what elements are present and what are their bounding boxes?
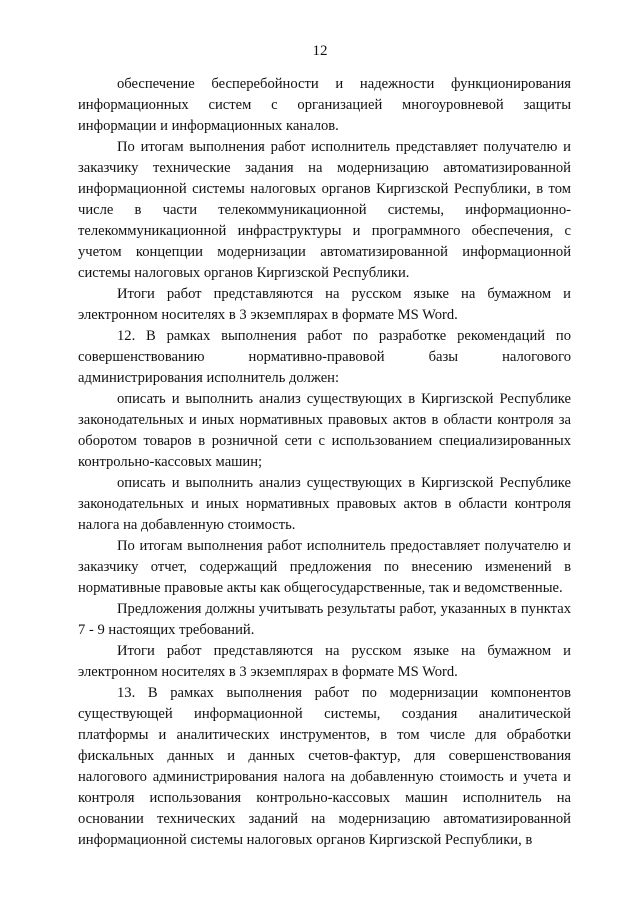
document-body bbox=[78, 74, 571, 851]
paragraph-8: Предложения должны учитывать результаты работ, указанных в пунктах 7 - 9 настоящих требований. bbox=[78, 601, 571, 638]
paragraph-4: 12. В рамках выполнения работ по разработке рекомендаций по совершенствованию нормативно-правовой базы налогового администрирования исполнитель должен: bbox=[78, 328, 571, 386]
paragraph-7: По итогам выполнения работ исполнитель предоставляет получателю и заказчику отчет, содержащий предложения по внесению изменений в нормативные правовые акты как общегосударственные, так и ведомственные. bbox=[78, 538, 571, 596]
page-number: 12 bbox=[312, 43, 328, 59]
paragraph-6: описать и выполнить анализ существующих в Киргизской Республике законодательных и иных нормативных правовых актов в области контроля налога на добавленную стоимость. bbox=[78, 475, 571, 533]
paragraph-5: описать и выполнить анализ существующих в Киргизской Республике законодательных и иных нормативных правовых актов в области контроля за оборотом товаров в розничной сети с использованием специализированных контрольно-кассовых машин; bbox=[78, 391, 571, 470]
paragraph-10: 13. В рамках выполнения работ по модернизации компонентов существующей информационной системы, создания аналитической платформы и аналитических инструментов, в том числе для обработки фискальных данных и данных счетов-фактур, для совершенствования налогового администрирования налога на добавленную стоимость и учета и контроля использования контрольно-кассовых машин исполнитель на основании технических заданий на модернизацию автоматизированной информационной системы налоговых органов Киргизской Республики, в bbox=[78, 685, 571, 848]
paragraph-2: По итогам выполнения работ исполнитель представляет получателю и заказчику технические задания на модернизацию автоматизированной информационной системы налоговых органов Киргизской Республики, в том числе в части телекоммуникационной системы, информационно-телекоммуникационной инфраструктуры и программного обеспечения, с учетом концепции модернизации автоматизированной информационной системы налоговых органов Киргизской Республики. bbox=[78, 139, 571, 281]
paragraph-1: обеспечение бесперебойности и надежности функционирования информационных систем с организацией многоуровневой защиты информации и информационных каналов. bbox=[78, 76, 571, 134]
paragraph-9: Итоги работ представляются на русском языке на бумажном и электронном носителях в 3 экземплярах в формате MS Word. bbox=[78, 643, 571, 680]
paragraph-3: Итоги работ представляются на русском языке на бумажном и электронном носителях в 3 экземплярах в формате MS Word. bbox=[78, 286, 571, 323]
